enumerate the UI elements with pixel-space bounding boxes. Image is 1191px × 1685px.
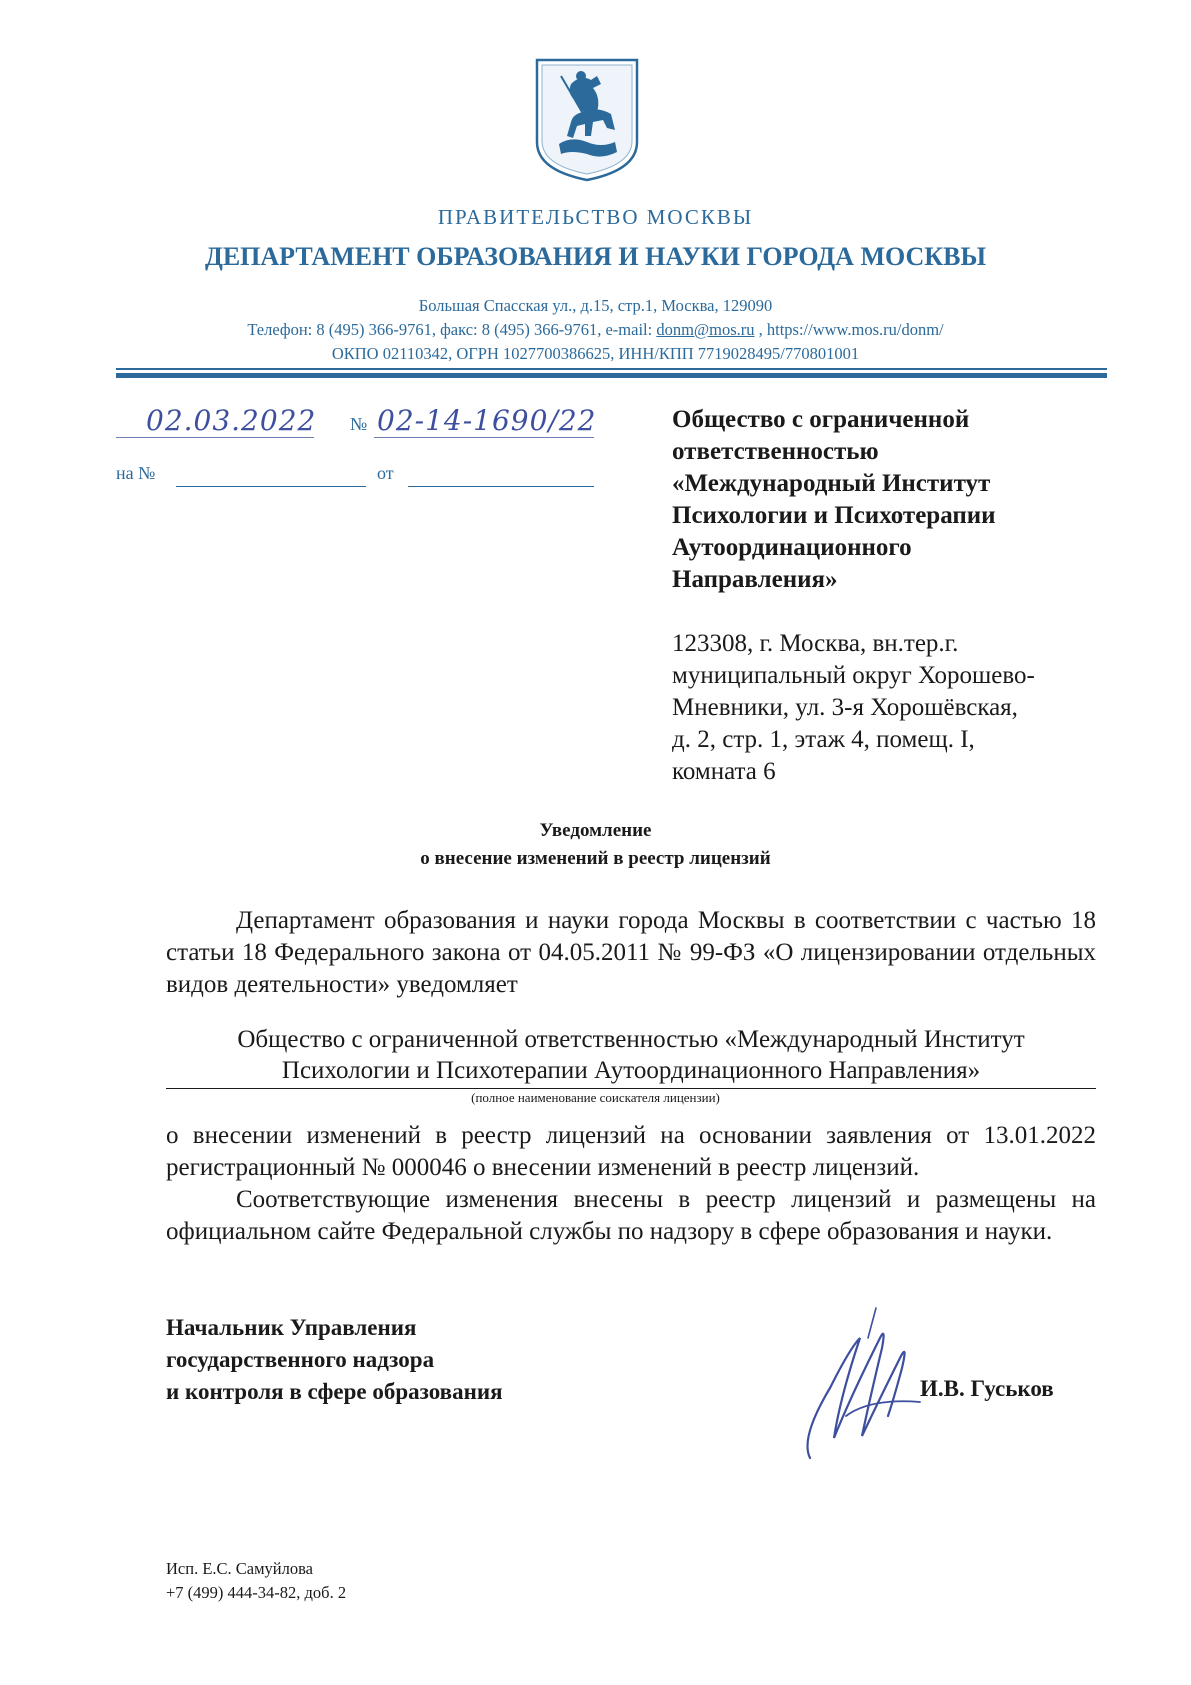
signatory-position xyxy=(166,1312,503,1408)
notice-paragraph-basis: о внесении изменений в реестр лицензий на основании заявления от 13.01.2022 регистрационный № 000046 о внесении изменений в реестр лицензий. xyxy=(166,1122,1096,1181)
header-divider xyxy=(116,368,1107,370)
recipient-address-line: муниципальный округ Хорошево- xyxy=(672,662,1035,689)
recipient-address-line: 123308, г. Москва, вн.тер.г. xyxy=(672,630,959,657)
recipient-address-line: Мневники, ул. 3-я Хорошёвская, xyxy=(672,694,1018,721)
signatory-position-line: государственного надзора xyxy=(166,1347,435,1372)
notice-title: Уведомление xyxy=(539,820,652,841)
licensee-caption: (полное наименование соискателя лицензии) xyxy=(471,1090,720,1105)
recipient-name-line: Психологии и Психотерапии xyxy=(672,502,996,529)
recipient-name-line: Направления» xyxy=(672,566,838,593)
recipient-address-line: д. 2, стр. 1, этаж 4, помещ. I, xyxy=(672,726,975,753)
licensee-underline xyxy=(166,1088,1096,1089)
reply-date-label: от xyxy=(377,463,394,483)
licensee-name-line: Общество с ограниченной ответственностью «Международный Институт xyxy=(237,1026,1025,1053)
recipient-name-line: ответственностью xyxy=(672,438,879,465)
number-label: № xyxy=(350,414,368,434)
moscow-coat-of-arms-icon xyxy=(531,54,643,184)
recipient-name-line: Аутоординационного xyxy=(672,534,912,561)
notice-paragraph-publication: Соответствующие изменения внесены в реестр лицензий и размещены на официальном сайте Федеральной службы по надзору в сфере образования и науки. xyxy=(166,1186,1096,1245)
date-underline xyxy=(116,437,314,438)
recipient-name-line: Общество с ограниченной xyxy=(672,406,970,433)
recipient-address xyxy=(672,628,1092,788)
reply-number-blank xyxy=(176,486,366,487)
website-text: , https://www.mos.ru/donm/ xyxy=(754,320,944,339)
signatory-name: И.В. Гуськов xyxy=(920,1376,1054,1401)
executor-phone: +7 (499) 444-34-82, доб. 2 xyxy=(166,1583,347,1602)
reply-number-label: на № xyxy=(116,463,156,483)
outgoing-date: 02.03.2022 xyxy=(146,404,317,437)
government-name: ПРАВИТЕЛЬСТВО МОСКВЫ xyxy=(437,205,754,229)
executor-name: Исп. Е.С. Самуйлова xyxy=(166,1559,314,1578)
email-link[interactable]: donm@mos.ru xyxy=(656,320,755,339)
licensee-name-line: Психологии и Психотерапии Аутоординационного Направления» xyxy=(281,1057,981,1084)
recipient-name xyxy=(672,404,1092,596)
department-contacts xyxy=(0,320,1191,340)
outgoing-number: 02-14-1690/22 xyxy=(377,404,597,437)
notice-paragraph-intro: Департамент образования и науки города Москвы в соответствии с частью 18 статьи 18 Федерального закона от 04.05.2011 № 99-ФЗ «О лицензировании отдельных видов деятельности» уведомляет xyxy=(166,907,1096,998)
notice-subtitle: о внесение изменений в реестр лицензий xyxy=(420,848,771,869)
phone-text: Телефон: 8 (495) 366-9761, факс: 8 (495) 366-9761, e-mail: xyxy=(247,320,657,339)
number-underline xyxy=(374,437,594,438)
recipient-address-line: комната 6 xyxy=(672,758,776,785)
department-name: ДЕПАРТАМЕНТ ОБРАЗОВАНИЯ И НАУКИ ГОРОДА МОСКВЫ xyxy=(204,242,987,271)
signatory-position-line: и контроля в сфере образования xyxy=(166,1379,503,1404)
department-address: Большая Спасская ул., д.15, стр.1, Москва, 129090 xyxy=(418,296,773,315)
signatory-position-line: Начальник Управления xyxy=(166,1315,417,1340)
recipient-name-line: «Международный Институт xyxy=(672,470,991,497)
header-divider-thick xyxy=(116,373,1107,378)
department-registry-codes: ОКПО 02110342, ОГРН 1027700386625, ИНН/КПП 7719028495/770801001 xyxy=(331,344,860,363)
handwritten-signature-icon xyxy=(790,1298,930,1468)
reply-date-blank xyxy=(408,486,594,487)
